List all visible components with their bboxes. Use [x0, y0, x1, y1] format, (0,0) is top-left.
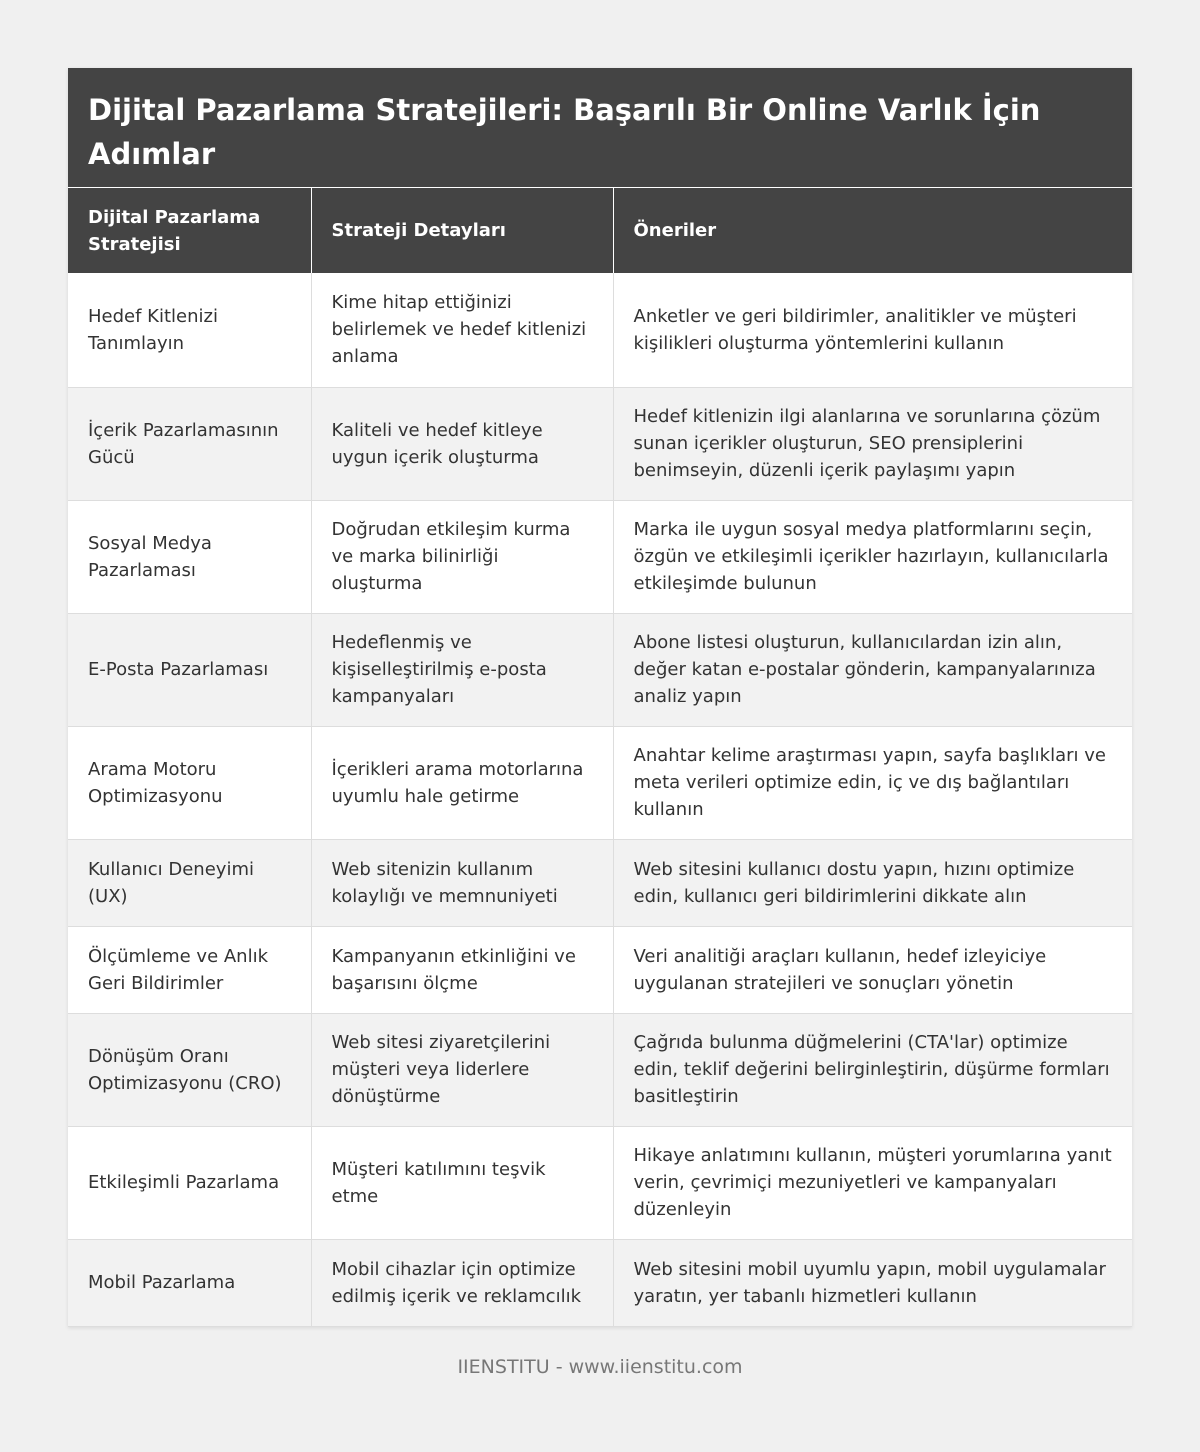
details-cell: Kaliteli ve hedef kitleye uygun içerik oluşturma: [311, 387, 613, 500]
details-cell: Kime hitap ettiğinizi belirlemek ve hedef kitlenizi anlama: [311, 273, 613, 387]
page-title: Dijital Pazarlama Stratejileri: Başarılı Bir Online Varlık İçin Adımlar: [68, 68, 1132, 188]
column-header-recommendations: Öneriler: [613, 188, 1132, 273]
recommendations-cell: Marka ile uygun sosyal medya platformlarını seçin, özgün ve etkileşimli içerikler hazırlayın, kullanıcılarla etkileşimde bulunun: [613, 500, 1132, 613]
table-row: [68, 1013, 1132, 1126]
details-cell: İçerikleri arama motorlarına uyumlu hale getirme: [311, 726, 613, 839]
table-row: [68, 926, 1132, 1013]
recommendations-cell: Hedef kitlenizin ilgi alanlarına ve sorunlarına çözüm sunan içerikler oluşturun, SEO prensiplerini benimseyin, düzenli içerik paylaşımı yapın: [613, 387, 1132, 500]
content-card: [68, 68, 1132, 1327]
table-row: [68, 839, 1132, 926]
strategy-cell: Kullanıcı Deneyimi (UX): [68, 839, 311, 926]
table-row: [68, 387, 1132, 500]
strategy-cell: Ölçümleme ve Anlık Geri Bildirimler: [68, 926, 311, 1013]
table-row: [68, 273, 1132, 387]
table-row: [68, 500, 1132, 613]
recommendations-cell: Çağrıda bulunma düğmelerini (CTA'lar) optimize edin, teklif değerini belirginleştirin, düşürme formları basitleştirin: [613, 1013, 1132, 1126]
details-cell: Mobil cihazlar için optimize edilmiş içerik ve reklamcılık: [311, 1239, 613, 1326]
recommendations-cell: Web sitesini mobil uyumlu yapın, mobil uygulamalar yaratın, yer tabanlı hizmetleri kullanın: [613, 1239, 1132, 1326]
details-cell: Kampanyanın etkinliğini ve başarısını ölçme: [311, 926, 613, 1013]
details-cell: Doğrudan etkileşim kurma ve marka bilinirliği oluşturma: [311, 500, 613, 613]
recommendations-cell: Anahtar kelime araştırması yapın, sayfa başlıkları ve meta verileri optimize edin, iç ve dış bağlantıları kullanın: [613, 726, 1132, 839]
table-row: [68, 726, 1132, 839]
strategy-cell: İçerik Pazarlamasının Gücü: [68, 387, 311, 500]
recommendations-cell: Web sitesini kullanıcı dostu yapın, hızını optimize edin, kullanıcı geri bildirimlerini dikkate alın: [613, 839, 1132, 926]
details-cell: Web sitenizin kullanım kolaylığı ve memnuniyeti: [311, 839, 613, 926]
strategy-cell: Dönüşüm Oranı Optimizasyonu (CRO): [68, 1013, 311, 1126]
details-cell: Müşteri katılımını teşvik etme: [311, 1126, 613, 1239]
details-cell: Web sitesi ziyaretçilerini müşteri veya liderlere dönüştürme: [311, 1013, 613, 1126]
recommendations-cell: Anketler ve geri bildirimler, analitikler ve müşteri kişilikleri oluşturma yöntemlerini kullanın: [613, 273, 1132, 387]
strategy-cell: Arama Motoru Optimizasyonu: [68, 726, 311, 839]
recommendations-cell: Abone listesi oluşturun, kullanıcılardan izin alın, değer katan e-postalar gönderin, kampanyalarınıza analiz yapın: [613, 613, 1132, 726]
strategy-cell: E-Posta Pazarlaması: [68, 613, 311, 726]
table-row: [68, 613, 1132, 726]
strategy-cell: Mobil Pazarlama: [68, 1239, 311, 1326]
strategy-cell: Sosyal Medya Pazarlaması: [68, 500, 311, 613]
footer-credit: IIENSTITU - www.iienstitu.com: [457, 1356, 743, 1378]
strategy-cell: Hedef Kitlenizi Tanımlayın: [68, 273, 311, 387]
recommendations-cell: Veri analitiği araçları kullanın, hedef izleyiciye uygulanan stratejileri ve sonuçları yönetin: [613, 926, 1132, 1013]
column-header-strategy: Dijital Pazarlama Stratejisi: [68, 188, 311, 273]
strategy-table: [68, 188, 1132, 1327]
table-row: [68, 1239, 1132, 1326]
column-header-details: Strateji Detayları: [311, 188, 613, 273]
recommendations-cell: Hikaye anlatımını kullanın, müşteri yorumlarına yanıt verin, çevrimiçi mezuniyetleri ve kampanyaları düzenleyin: [613, 1126, 1132, 1239]
table-header-row: [68, 188, 1132, 273]
strategy-cell: Etkileşimli Pazarlama: [68, 1126, 311, 1239]
details-cell: Hedeflenmiş ve kişiselleştirilmiş e-posta kampanyaları: [311, 613, 613, 726]
table-row: [68, 1126, 1132, 1239]
